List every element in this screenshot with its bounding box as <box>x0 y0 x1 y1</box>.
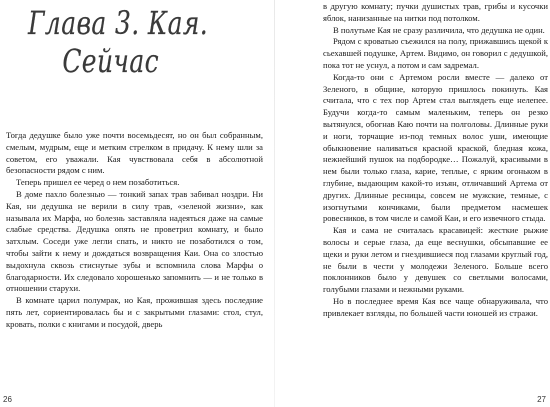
page-number-right: 27 <box>537 395 546 404</box>
paragraph: Тогда дедушке было уже почти восемьдесят, но он был собранным, смелым, мудрым, еще и метким стрелком в придачу. К нему шли за советом, его уважали. Кая чувствовала себя в абсолютной безопасности рядом с ним. <box>6 130 263 176</box>
right-page-body <box>323 1 548 320</box>
paragraph: Рядом с кроватью съежился на полу, прижавшись щекой к сьехавшей подушке, Артем. Видимо, он говорил с дедушкой, пока тот не уснул, а потом и сам задремал. <box>323 36 548 70</box>
paragraph: Когда-то они с Артемом росли вместе — далеко от Зеленого, в общине, которую пришлось покинуть. Кая считала, что с тех пор Артем стал выглядеть еще нелепее. Будучи когда-то самым маленьким, теперь он резко вытянулся, обогнав Каю почти на полголовы. Длинные руки и ноги, торчащие из-под темных волос уши, имеющие обыкновение наливаться красной краской, бледная кожа, нежнейший пушок на подбородке… Пожалуй, красивыми в нем были только глаза, карие, теплые, с ярким огоньком в глубине, выдающим какой-то изъян, отличавший Артема от других. Длинные ресницы, совсем не мужские, темные, с изогнутыми кончиками, были предметом насмешек ровесников, в том числе и самой Каи, и его извечного стыда. <box>323 71 548 224</box>
chapter-title-line-1: Глава 3. Кая. <box>28 4 209 42</box>
chapter-title <box>28 4 215 80</box>
right-page <box>275 0 550 407</box>
paragraph: в другую комнату; пучки душистых трав, грибы и кусочки яблок, нанизанные на нитки под потолком. <box>323 1 548 23</box>
chapter-title-line-2: Сейчас <box>62 42 159 80</box>
left-page-body <box>6 130 263 331</box>
paragraph: В комнате царил полумрак, но Кая, прожившая здесь последние пять лет, сориентировалась бы и с закрытыми глазами: стол, стул, кровать, полки с книгами и посудой, дверь <box>6 295 263 329</box>
paragraph: В полутьме Кая не сразу различила, что дедушка не один. <box>333 24 545 35</box>
paragraph: Но в последнее время Кая все чаще обнаруживала, что привлекает взгляды, по большей части юношей из стражи. <box>323 295 548 318</box>
paragraph: Кая и сама не считалась красавицей: жесткие рыжие волосы и серые глаза, да еще веснушки, обсыпавшие ее щеки и руки летом и гнездившиеся под глазами круглый год, не были в чести у молодежи Зеленого. Больше всего поклонников было у девушек со светлыми волосами, голубыми глазами и нежными руками. <box>323 225 548 295</box>
paragraph: В доме пахло болезнью — тонкий запах трав забивал ноздри. Ни Кая, ни дедушка не верили в силу трав, «зеленой жизни», как называла их Марфа, но болезнь заставляла надеяться даже на самые слабые средства. Дедушка опять не проветрил комнату, и было затхлым. Соседи уже легли спать, и никто не позаботился о том, чтобы зайти к нему и дождаться возвращения Каи. Она со злостью выдохнула сквозь стиснутые зубы и вспомнила слова Марфы о благодарности. Их следовало хорошенько запомнить — и не только в отношении старухи. <box>6 188 263 294</box>
page-number-left: 26 <box>3 395 12 404</box>
paragraph: Теперь пришел ее черед о нем позаботиться. <box>16 177 180 188</box>
